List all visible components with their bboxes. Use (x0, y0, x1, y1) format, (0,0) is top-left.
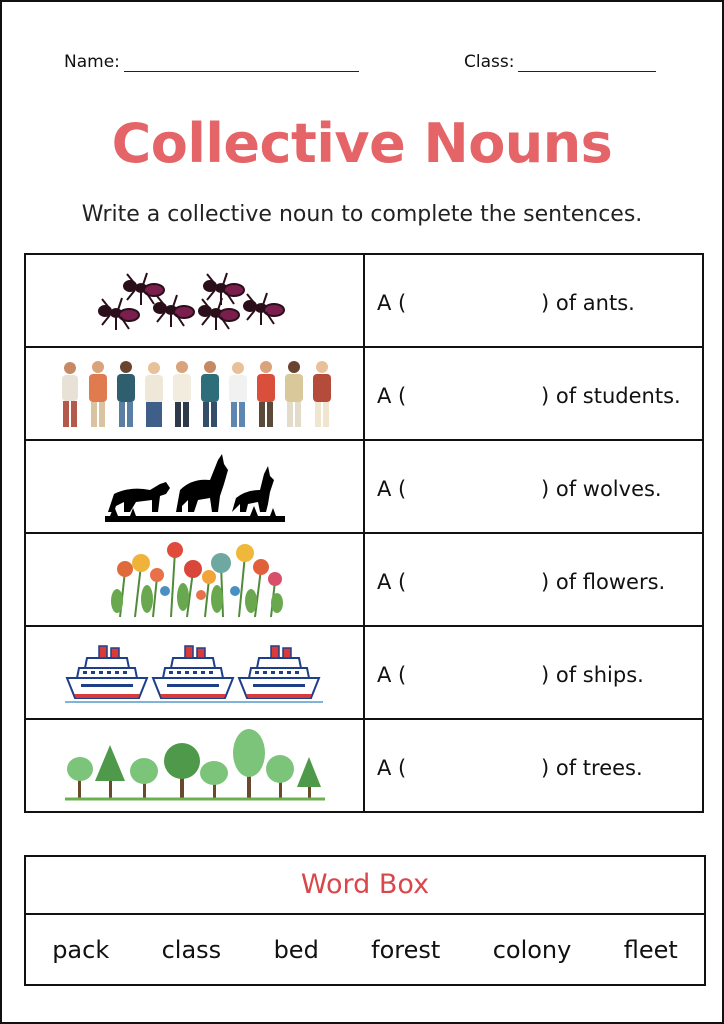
sentence-cell[interactable] (364, 719, 703, 812)
exercise-row (25, 254, 703, 347)
name-field[interactable] (64, 52, 359, 72)
students-icon (25, 347, 364, 440)
word-option: class (161, 935, 222, 964)
sentence-prefix: A ( (377, 756, 407, 780)
sentence-suffix: ) of ships. (541, 663, 644, 687)
name-line[interactable] (124, 53, 359, 72)
class-line[interactable] (518, 53, 656, 72)
sentence-cell[interactable] (364, 533, 703, 626)
class-field[interactable] (464, 52, 656, 72)
word-option: bed (273, 935, 319, 964)
page-title: Collective Nouns (111, 112, 613, 175)
sentence-prefix: A ( (377, 291, 407, 315)
sentence-suffix: ) of trees. (541, 756, 643, 780)
word-box-title: Word Box (26, 857, 704, 915)
sentence-suffix: ) of flowers. (541, 570, 666, 594)
word-box (24, 855, 706, 986)
exercise-table (24, 253, 704, 813)
word-option: fleet (623, 935, 678, 964)
sentence-suffix: ) of ants. (541, 291, 635, 315)
sentence-prefix: A ( (377, 477, 407, 501)
sentence-suffix: ) of wolves. (541, 477, 662, 501)
word-option: pack (52, 935, 110, 964)
exercise-row (25, 719, 703, 812)
ants-icon (25, 254, 364, 347)
exercise-row (25, 626, 703, 719)
name-label: Name: (64, 52, 120, 72)
sentence-cell[interactable] (364, 347, 703, 440)
exercise-row (25, 440, 703, 533)
sentence-cell[interactable] (364, 440, 703, 533)
instructions: Write a collective noun to complete the sentences. (81, 202, 643, 227)
sentence-cell[interactable] (364, 626, 703, 719)
sentence-prefix: A ( (377, 570, 407, 594)
exercise-row (25, 533, 703, 626)
sentence-prefix: A ( (377, 663, 407, 687)
sentence-suffix: ) of students. (541, 384, 681, 408)
sentence-prefix: A ( (377, 384, 407, 408)
trees-icon (25, 719, 364, 812)
ships-icon (25, 626, 364, 719)
class-label: Class: (464, 52, 515, 72)
exercise-row (25, 347, 703, 440)
sentence-cell[interactable] (364, 254, 703, 347)
word-box-words (26, 915, 704, 984)
wolves-icon (25, 440, 364, 533)
word-option: colony (492, 935, 572, 964)
word-option: forest (371, 935, 441, 964)
flowers-icon (25, 533, 364, 626)
